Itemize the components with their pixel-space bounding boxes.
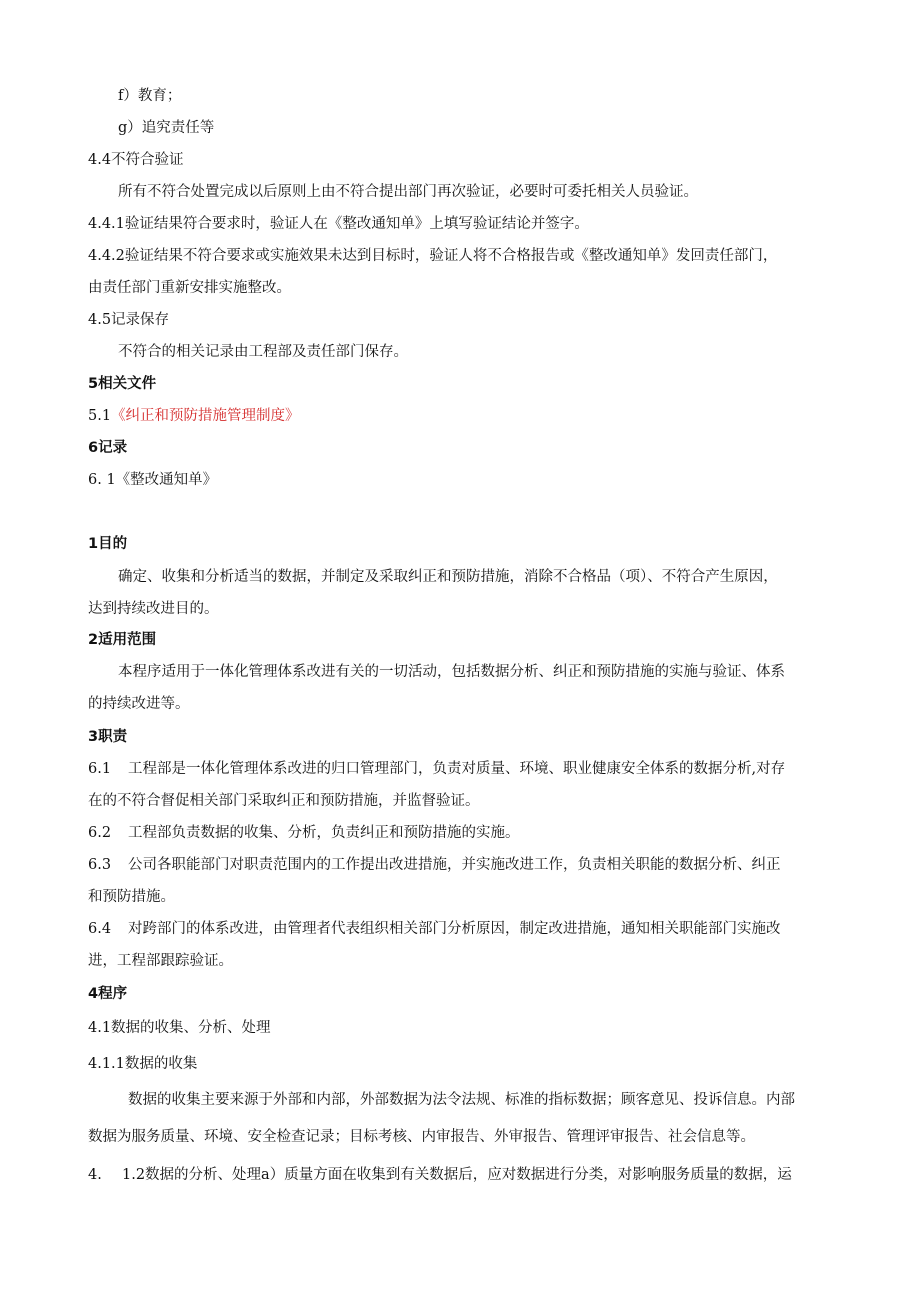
section-heading: 4.5记录保存	[88, 312, 170, 328]
text-line: 数据的收集主要来源于外部和内部，外部数据为法令法规、标准的指标数据；顾客意见、投诉信息。内部	[128, 1092, 795, 1108]
item-number: 4.	[88, 1167, 102, 1183]
text-line: 在的不符合督促相关部门采取纠正和预防措施，并监督验证。	[88, 793, 480, 809]
text-line: 的持续改进等。	[88, 696, 190, 712]
text-line: 和预防措施。	[88, 889, 175, 905]
section-heading: 4.4不符合验证	[88, 152, 184, 168]
text-line: 1.2数据的分析、处理a）质量方面在收集到有关数据后，应对数据进行分类，对影响服务质量的数据，运	[122, 1167, 792, 1183]
text-line: 确定、收集和分析适当的数据，并制定及采取纠正和预防措施，消除不合格品（项）、不符合产生原因，	[118, 569, 778, 585]
text-line: 进，工程部跟踪验证。	[88, 953, 233, 969]
chapter-heading: 2适用范围	[88, 632, 157, 648]
chapter-heading: 4程序	[88, 986, 128, 1002]
chapter-heading: 6记录	[88, 440, 128, 456]
text-line: 本程序适用于一体化管理体系改进有关的一切活动，包括数据分析、纠正和预防措施的实施与验证、体系	[118, 664, 785, 680]
chapter-heading: 1目的	[88, 536, 128, 552]
text-line: 不符合的相关记录由工程部及责任部门保存。	[118, 344, 408, 360]
chapter-heading: 3职责	[88, 729, 128, 745]
text-line: 工程部负责数据的收集、分析，负责纠正和预防措施的实施。	[128, 825, 520, 841]
item-number: 6.4	[88, 921, 112, 937]
text-line: 4.4.1验证结果符合要求时，验证人在《整改通知单》上填写验证结论并签字。	[88, 216, 589, 232]
text-line: 由责任部门重新安排实施整改。	[88, 280, 291, 296]
text-line: 工程部是一体化管理体系改进的归口管理部门，负责对质量、环境、职业健康安全体系的数据分析,对存	[128, 761, 786, 777]
chapter-heading: 5相关文件	[88, 376, 157, 392]
text-line: 数据为服务质量、环境、安全检查记录；目标考核、内审报告、外审报告、管理评审报告、社会信息等。	[88, 1129, 755, 1145]
section-heading: 4.1.1数据的收集	[88, 1056, 198, 1072]
text-line: 6. 1《整改通知单》	[88, 472, 218, 488]
section-heading: 4.1数据的收集、分析、处理	[88, 1020, 271, 1036]
text-line: 4.4.2验证结果不符合要求或实施效果未达到目标时，验证人将不合格报告或《整改通知单》发回责任部门，	[88, 248, 778, 264]
item-number: 5.1	[88, 408, 112, 424]
text-line: g）追究责任等	[118, 120, 215, 136]
text-line: 所有不符合处置完成以后原则上由不符合提出部门再次验证，必要时可委托相关人员验证。	[118, 184, 698, 200]
item-number: 6.3	[88, 857, 112, 873]
text-line: f）教育；	[118, 88, 182, 104]
text-line: 公司各职能部门对职责范围内的工作提出改进措施，并实施改进工作，负责相关职能的数据分析、纠正	[128, 857, 781, 873]
text-line: 达到持续改进目的。	[88, 601, 219, 617]
document-link[interactable]: 《纠正和预防措施管理制度》	[111, 408, 300, 424]
text-line: 对跨部门的体系改进，由管理者代表组织相关部门分析原因，制定改进措施，通知相关职能部门实施改	[128, 921, 781, 937]
item-number: 6.1	[88, 761, 112, 777]
text-line	[88, 406, 300, 426]
item-number: 6.2	[88, 825, 112, 841]
